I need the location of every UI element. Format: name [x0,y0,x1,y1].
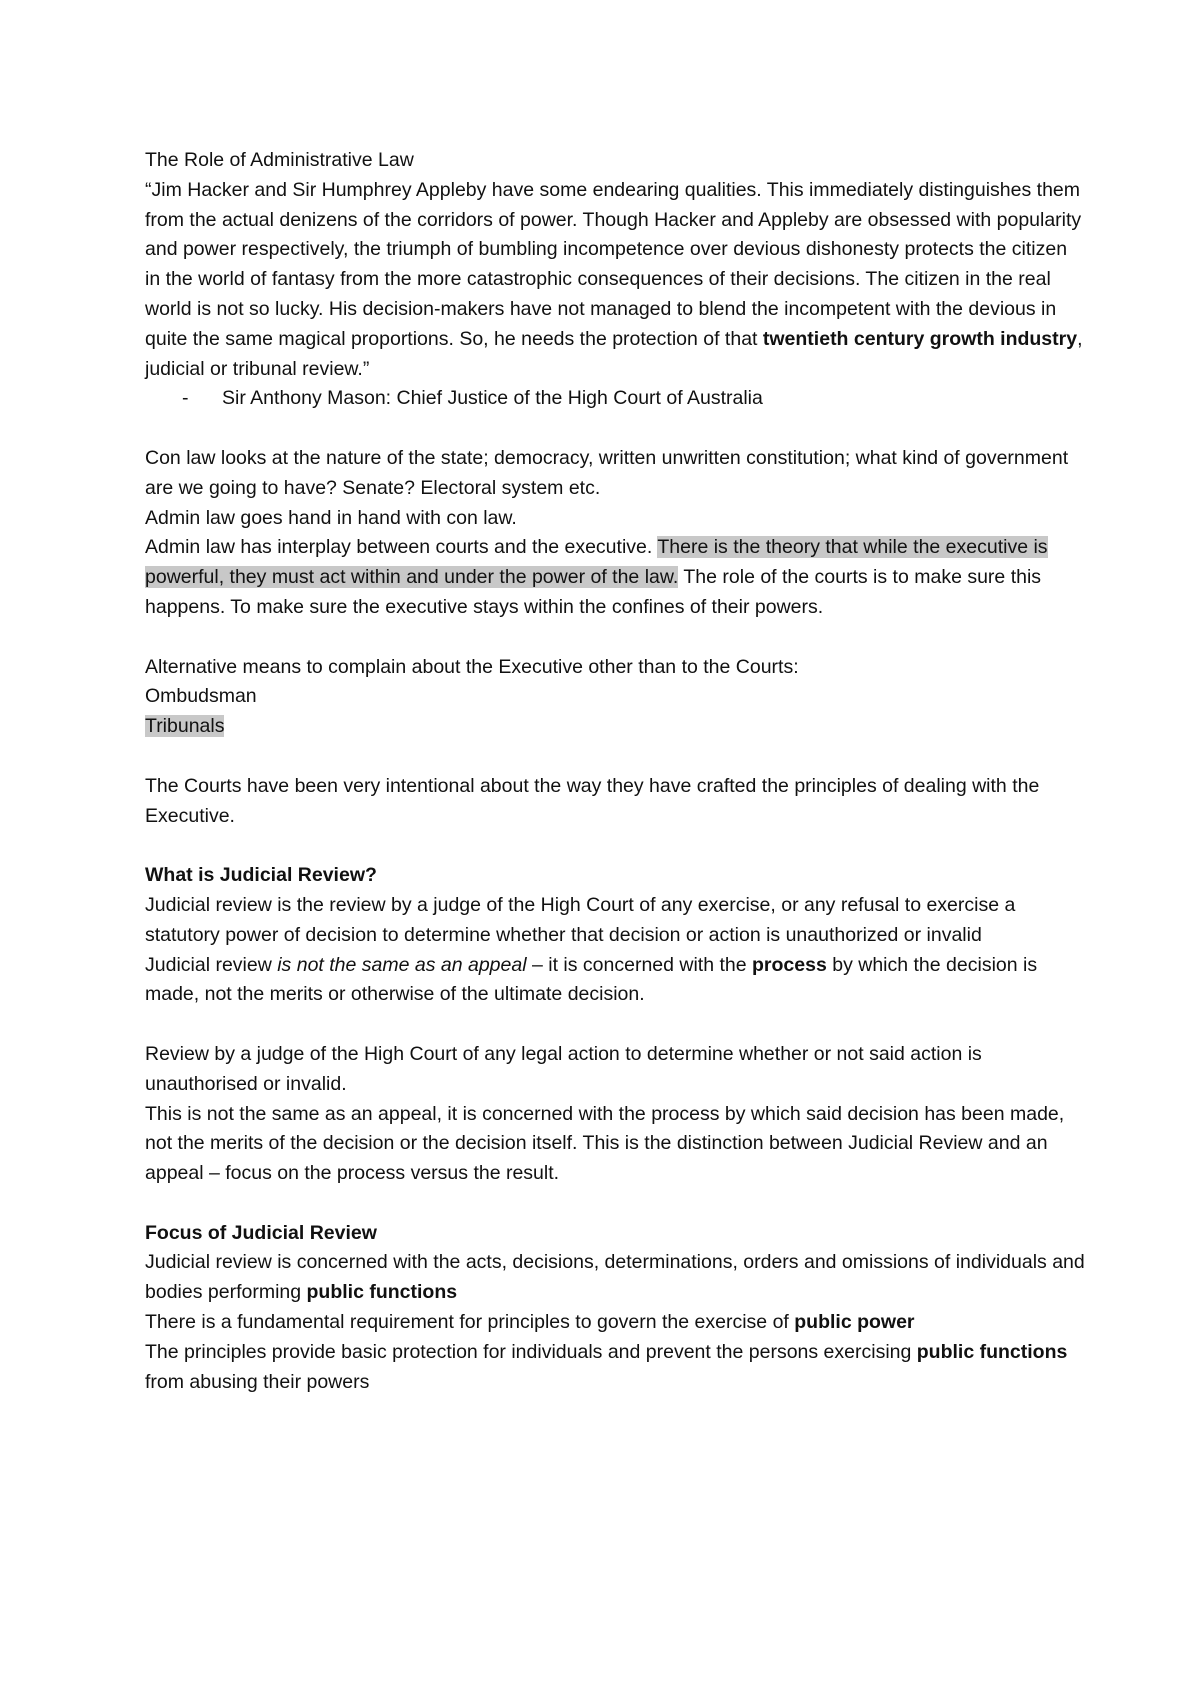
bullet-dash: - [182,387,189,410]
blank-line [145,831,1085,861]
jr-appeal-text-3: by which the decision is made, not the merits or otherwise of the ultimate decision. [145,953,1038,1006]
blank-line [145,1010,1085,1040]
heading-judicial-review [145,861,1085,891]
focus-2-text: There is a fundamental requirement for principles to govern the exercise of [145,1311,795,1334]
quote-text-2: , judicial or tribunal review.” [145,327,1083,380]
focus-3-bold: public functions [916,1340,1068,1363]
courts-paragraph: The Courts have been very intentional about the way they have crafted the principles of dealing with the Executive. [145,774,1040,827]
attribution-line [145,384,1085,414]
review-paragraph: Review by a judge of the High Court of any legal action to determine whether or not said action is unauthorised or invalid. [145,1042,982,1095]
quote-text-1: “Jim Hacker and Sir Humphrey Appleby have some endearing qualities. This immediately distinguishes them from the actual denizens of the corridors of power. Though Hacker and Appleby are obsessed with popularity and power respectively, the triumph of bumbling incompetence over devious dishonesty protects the citizen in the world of fantasy from the more catastrophic consequences of their decisions. The citizen in the real world is not so lucky. His decision-makers have not managed to blend the incompetent with the devious in quite the same magical proportions. So, he needs the protection of that [145,178,1082,350]
jr-appeal-italic: is not the same as an appeal [277,953,527,976]
focus-paragraph-2 [145,1308,1085,1338]
interplay-paragraph [145,533,1085,622]
focus-3-text-1: The principles provide basic protection for individuals and prevent the persons exercising [145,1340,917,1363]
jr-appeal-text-1: Judicial review [145,953,278,976]
handinhand-paragraph: Admin law goes hand in hand with con law. [145,506,517,529]
heading-focus [145,1219,1085,1249]
alternative-paragraph: Alternative means to complain about the Executive other than to the Courts: [145,655,799,678]
focus-3-text-2: from abusing their powers [145,1370,370,1393]
not-appeal-paragraph: This is not the same as an appeal, it is concerned with the process by which said decision has been made, not the merits of the decision or the decision itself. This is the distinction between Judicial Review and an appeal – focus on the process versus the result. [145,1102,1065,1185]
blank-line [145,623,1085,653]
quote-bold-text: twentieth century growth industry [762,327,1078,350]
tribunals-highlight: Tribunals [145,715,225,738]
interplay-text-2: The role of the courts is to make sure this happens. To make sure the executive stays within the confines of their powers. [145,566,1042,618]
jr-definition-paragraph: Judicial review is the review by a judge of the High Court of any exercise, or any refusal to exercise a statutory power of decision to determine whether that decision or action is unauthorized or invalid [145,893,1016,946]
interplay-highlight: There is the theory that while the executive is powerful, they must act within and under the power of the law. [145,536,1048,589]
document-title: The Role of Administrative Law [145,149,414,171]
interplay-text-1: Admin law has interplay between courts and the executive. [145,536,658,559]
jr-appeal-bold: process [752,953,827,976]
focus-paragraph-3 [145,1338,1085,1398]
jr-appeal-text-2: – it is concerned with the [526,953,753,976]
blank-line [145,742,1085,772]
conlaw-paragraph: Con law looks at the nature of the state; democracy, written unwritten constitution; what kind of government are we going to have? Senate? Electoral system etc. [145,446,1069,499]
heading-focus-text: Focus of Judicial Review [145,1221,377,1244]
focus-paragraph-1 [145,1248,1085,1308]
jr-appeal-paragraph [145,951,1085,1011]
quote-paragraph [145,176,1085,385]
tribunals-line [145,712,1085,742]
focus-2-bold: public power [794,1311,915,1334]
focus-1-bold: public functions [306,1281,458,1304]
blank-line [145,1189,1085,1219]
attribution-text: Sir Anthony Mason: Chief Justice of the High Court of Australia [222,387,763,410]
ombudsman-line: Ombudsman [145,685,257,708]
focus-1-text: Judicial review is concerned with the acts, decisions, determinations, orders and omissions of individuals and bodies performing [145,1251,1085,1304]
document-body [145,146,1085,1397]
heading-judicial-review-text: What is Judicial Review? [145,864,377,887]
blank-line [145,414,1085,444]
